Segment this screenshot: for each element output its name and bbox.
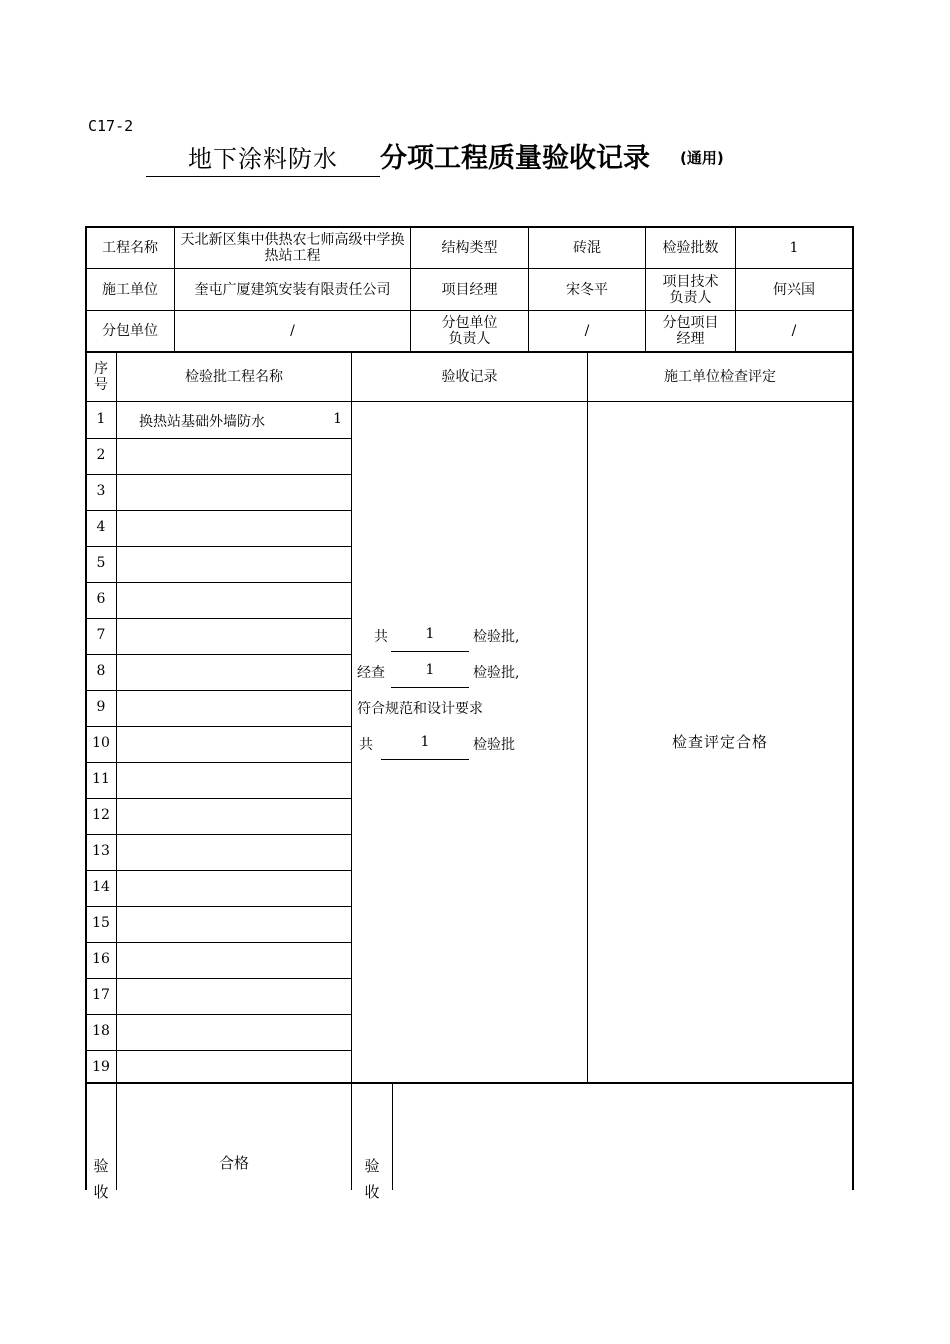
tech-lead-value: 何兴国 <box>773 281 815 298</box>
title-subject: 地下涂料防水 <box>146 142 380 177</box>
row-number: 1 <box>96 411 106 427</box>
title-suffix: (通用) <box>680 149 724 167</box>
row-number: 2 <box>96 447 106 463</box>
record-line4-suffix: 检验批 <box>473 737 515 753</box>
row-number: 10 <box>92 735 110 751</box>
bottom-mid-label: 验收 <box>364 1157 380 1201</box>
seq-header: 序号 <box>94 360 108 393</box>
row-number: 8 <box>96 663 106 679</box>
record-line3: 符合规范和设计要求 <box>357 701 483 717</box>
row-number: 3 <box>96 483 106 499</box>
project-name-value: 天北新区集中供热农七师高级中学换热站工程 <box>180 231 405 264</box>
batch-count-value: 1 <box>789 239 799 256</box>
row-divider <box>86 870 351 871</box>
form-code: C17-2 <box>88 117 134 135</box>
row-number: 13 <box>92 843 110 859</box>
batch-count-label: 检验批数 <box>662 239 719 256</box>
sub-manager-value: / <box>791 323 797 339</box>
record-header: 验收记录 <box>441 368 498 385</box>
sub-lead-value: / <box>584 323 590 339</box>
row-divider <box>86 474 351 475</box>
row-number: 14 <box>92 879 110 895</box>
row-divider <box>86 618 351 619</box>
row-divider <box>86 978 351 979</box>
row-number: 19 <box>92 1059 110 1075</box>
row-divider <box>86 726 351 727</box>
project-name-label: 工程名称 <box>102 239 158 256</box>
row-divider <box>86 654 351 655</box>
record-line2-prefix: 经查 <box>357 665 385 681</box>
sub-lead-label: 分包单位负责人 <box>441 315 498 347</box>
row-number: 5 <box>96 555 106 571</box>
row-divider <box>86 798 351 799</box>
row-number: 12 <box>92 807 110 823</box>
bottom-mid-label-cell <box>352 1083 392 1201</box>
bottom-left-label-cell <box>86 1083 116 1201</box>
subcontractor-value: / <box>290 323 295 339</box>
project-manager-label: 项目经理 <box>441 281 498 298</box>
batch-name-header: 检验批工程名称 <box>185 368 283 385</box>
row-number: 9 <box>96 699 106 715</box>
contractor-value: 奎屯广厦建筑安装有限责任公司 <box>194 281 391 298</box>
row-number: 18 <box>92 1023 110 1039</box>
row-number: 4 <box>96 519 106 535</box>
project-manager-value: 宋冬平 <box>566 281 608 298</box>
row-batch-count: 1 <box>333 411 342 427</box>
record-line2-value: 1 <box>425 662 435 678</box>
bottom-left-label: 验收 <box>93 1157 109 1201</box>
row-divider <box>86 1050 351 1051</box>
row-number: 11 <box>92 771 110 787</box>
row-divider <box>86 762 351 763</box>
row-divider <box>86 690 351 691</box>
row-batch-name: 换热站基础外墙防水 <box>139 414 265 430</box>
tech-lead-label: 项目技术负责人 <box>662 273 719 306</box>
bottom-left-result: 合格 <box>218 1154 249 1172</box>
record-line2-suffix: 检验批, <box>473 665 520 681</box>
record-line4-prefix: 共 <box>359 737 373 753</box>
record-line1-suffix: 检验批, <box>473 629 520 645</box>
row-number: 7 <box>96 627 106 643</box>
row-number: 15 <box>92 915 110 931</box>
row-divider <box>86 1014 351 1015</box>
sub-manager-label: 分包项目经理 <box>662 315 719 347</box>
record-line1-prefix: 共 <box>374 629 388 645</box>
structure-type-label: 结构类型 <box>441 239 498 256</box>
row-number: 6 <box>96 591 106 607</box>
row-divider <box>86 906 351 907</box>
contractor-label: 施工单位 <box>102 281 158 298</box>
row-number: 17 <box>92 987 110 1003</box>
page-title: 分项工程质量验收记录 <box>380 143 650 174</box>
evaluation-result: 检查评定合格 <box>671 733 768 751</box>
row-divider <box>86 942 351 943</box>
row-number: 16 <box>92 951 110 967</box>
row-divider <box>86 834 351 835</box>
record-line4-value: 1 <box>420 734 430 750</box>
subcontractor-label: 分包单位 <box>102 323 158 339</box>
evaluation-header: 施工单位检查评定 <box>664 368 776 385</box>
record-line1-value: 1 <box>425 626 435 642</box>
row-divider <box>86 510 351 511</box>
row-divider <box>86 546 351 547</box>
row-divider <box>86 582 351 583</box>
structure-type-value: 砖混 <box>573 239 601 256</box>
row-divider <box>86 438 351 439</box>
